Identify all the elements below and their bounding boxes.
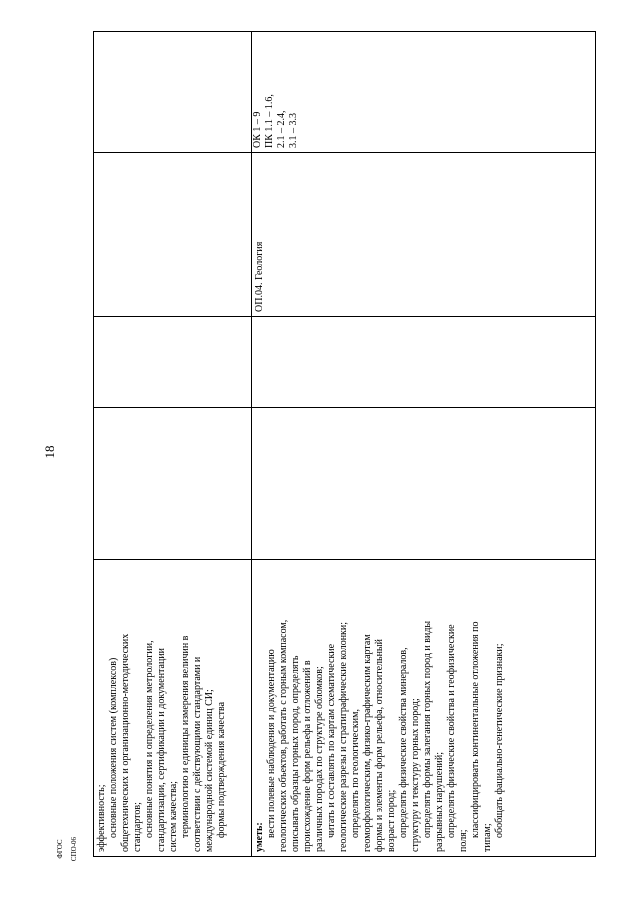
description-line: вести полевые наблюдения и документацию	[266, 649, 277, 838]
description-line: определять по геологическим,	[350, 709, 361, 838]
description-line: классифицировать континентальные отложения по	[470, 621, 481, 838]
description-line: обобщать фациально-генетические признаки;	[494, 643, 505, 838]
competency-line: ОК 1 – 9	[252, 111, 263, 148]
description-line: основные положения систем (комплексов)	[108, 657, 119, 838]
competencies-list	[252, 36, 300, 148]
competencies-cell	[94, 32, 252, 153]
description-line: читать и составлять по картам схематические	[326, 643, 337, 838]
description-line: формы и элементы форм рельефа, относительный	[374, 638, 385, 852]
standards-table	[93, 31, 596, 857]
competency-line: 3.1 – 3.3	[288, 113, 299, 148]
discipline-cell	[94, 153, 252, 317]
description-line: происхождение форм рельефа и отложений в	[302, 660, 313, 852]
description-line: определять формы залегания горных пород и виды	[422, 620, 433, 838]
competency-line: 2.1 – 2.4,	[276, 110, 287, 148]
table-row	[94, 32, 252, 857]
description-text	[254, 564, 506, 852]
description-line: соответствии с действующими стандартами и	[192, 656, 203, 852]
description-line: структуру и текстуру горных пород;	[410, 698, 421, 852]
discipline-code: ОП.04. Геология	[254, 241, 265, 312]
description-line: систем качества;	[168, 781, 179, 852]
description-line: разрывных нарушений;	[434, 751, 445, 852]
hours-cell	[94, 317, 252, 408]
description-line: типам;	[482, 823, 493, 852]
description-line: стандартов;	[132, 802, 143, 852]
description-line: уметь:	[254, 822, 265, 852]
competencies-cell	[252, 32, 596, 153]
table-row	[252, 32, 596, 857]
hours-cell	[94, 408, 252, 560]
hours-cell	[252, 317, 596, 408]
rotated-table-container	[93, 32, 595, 857]
discipline-cell	[252, 153, 596, 317]
description-text	[96, 564, 228, 852]
description-line: определять физические свойства и геофизические	[446, 624, 457, 838]
description-cell	[94, 560, 252, 857]
description-line: описывать образцы горных пород, определять	[290, 655, 301, 852]
description-line: основные понятия и определения метрологии,	[144, 640, 155, 838]
description-line: общетехнических и организационно-методических	[120, 633, 131, 852]
description-line: стандартизации, сертификации и документации	[156, 647, 167, 852]
description-line: геологические разрезы и стратиграфические колонки;	[338, 621, 349, 852]
hours-cell	[252, 408, 596, 560]
footer-code: ФГОС СПО-06	[56, 836, 78, 862]
page-number: 18	[42, 445, 57, 459]
description-line: международной системой единиц СИ;	[204, 689, 215, 852]
description-cell	[252, 560, 596, 857]
description-line: возраст пород;	[386, 789, 397, 852]
description-line: терминологию и единицы измерения величин в	[180, 635, 191, 838]
description-line: геоморфологическим, физико-графическим картам	[362, 634, 373, 852]
description-line: различных породах по структуре обломков;	[314, 666, 325, 852]
description-line: определять физические свойства минералов,	[398, 647, 409, 838]
competency-line: ПК 1.1 – 1.6,	[264, 94, 275, 148]
description-line: поля;	[458, 829, 469, 852]
description-line: формы подтверждения качества	[216, 701, 227, 838]
description-line: эффективность;	[96, 784, 107, 852]
description-line: геологических объектов, работать с горным компасом,	[278, 619, 289, 852]
